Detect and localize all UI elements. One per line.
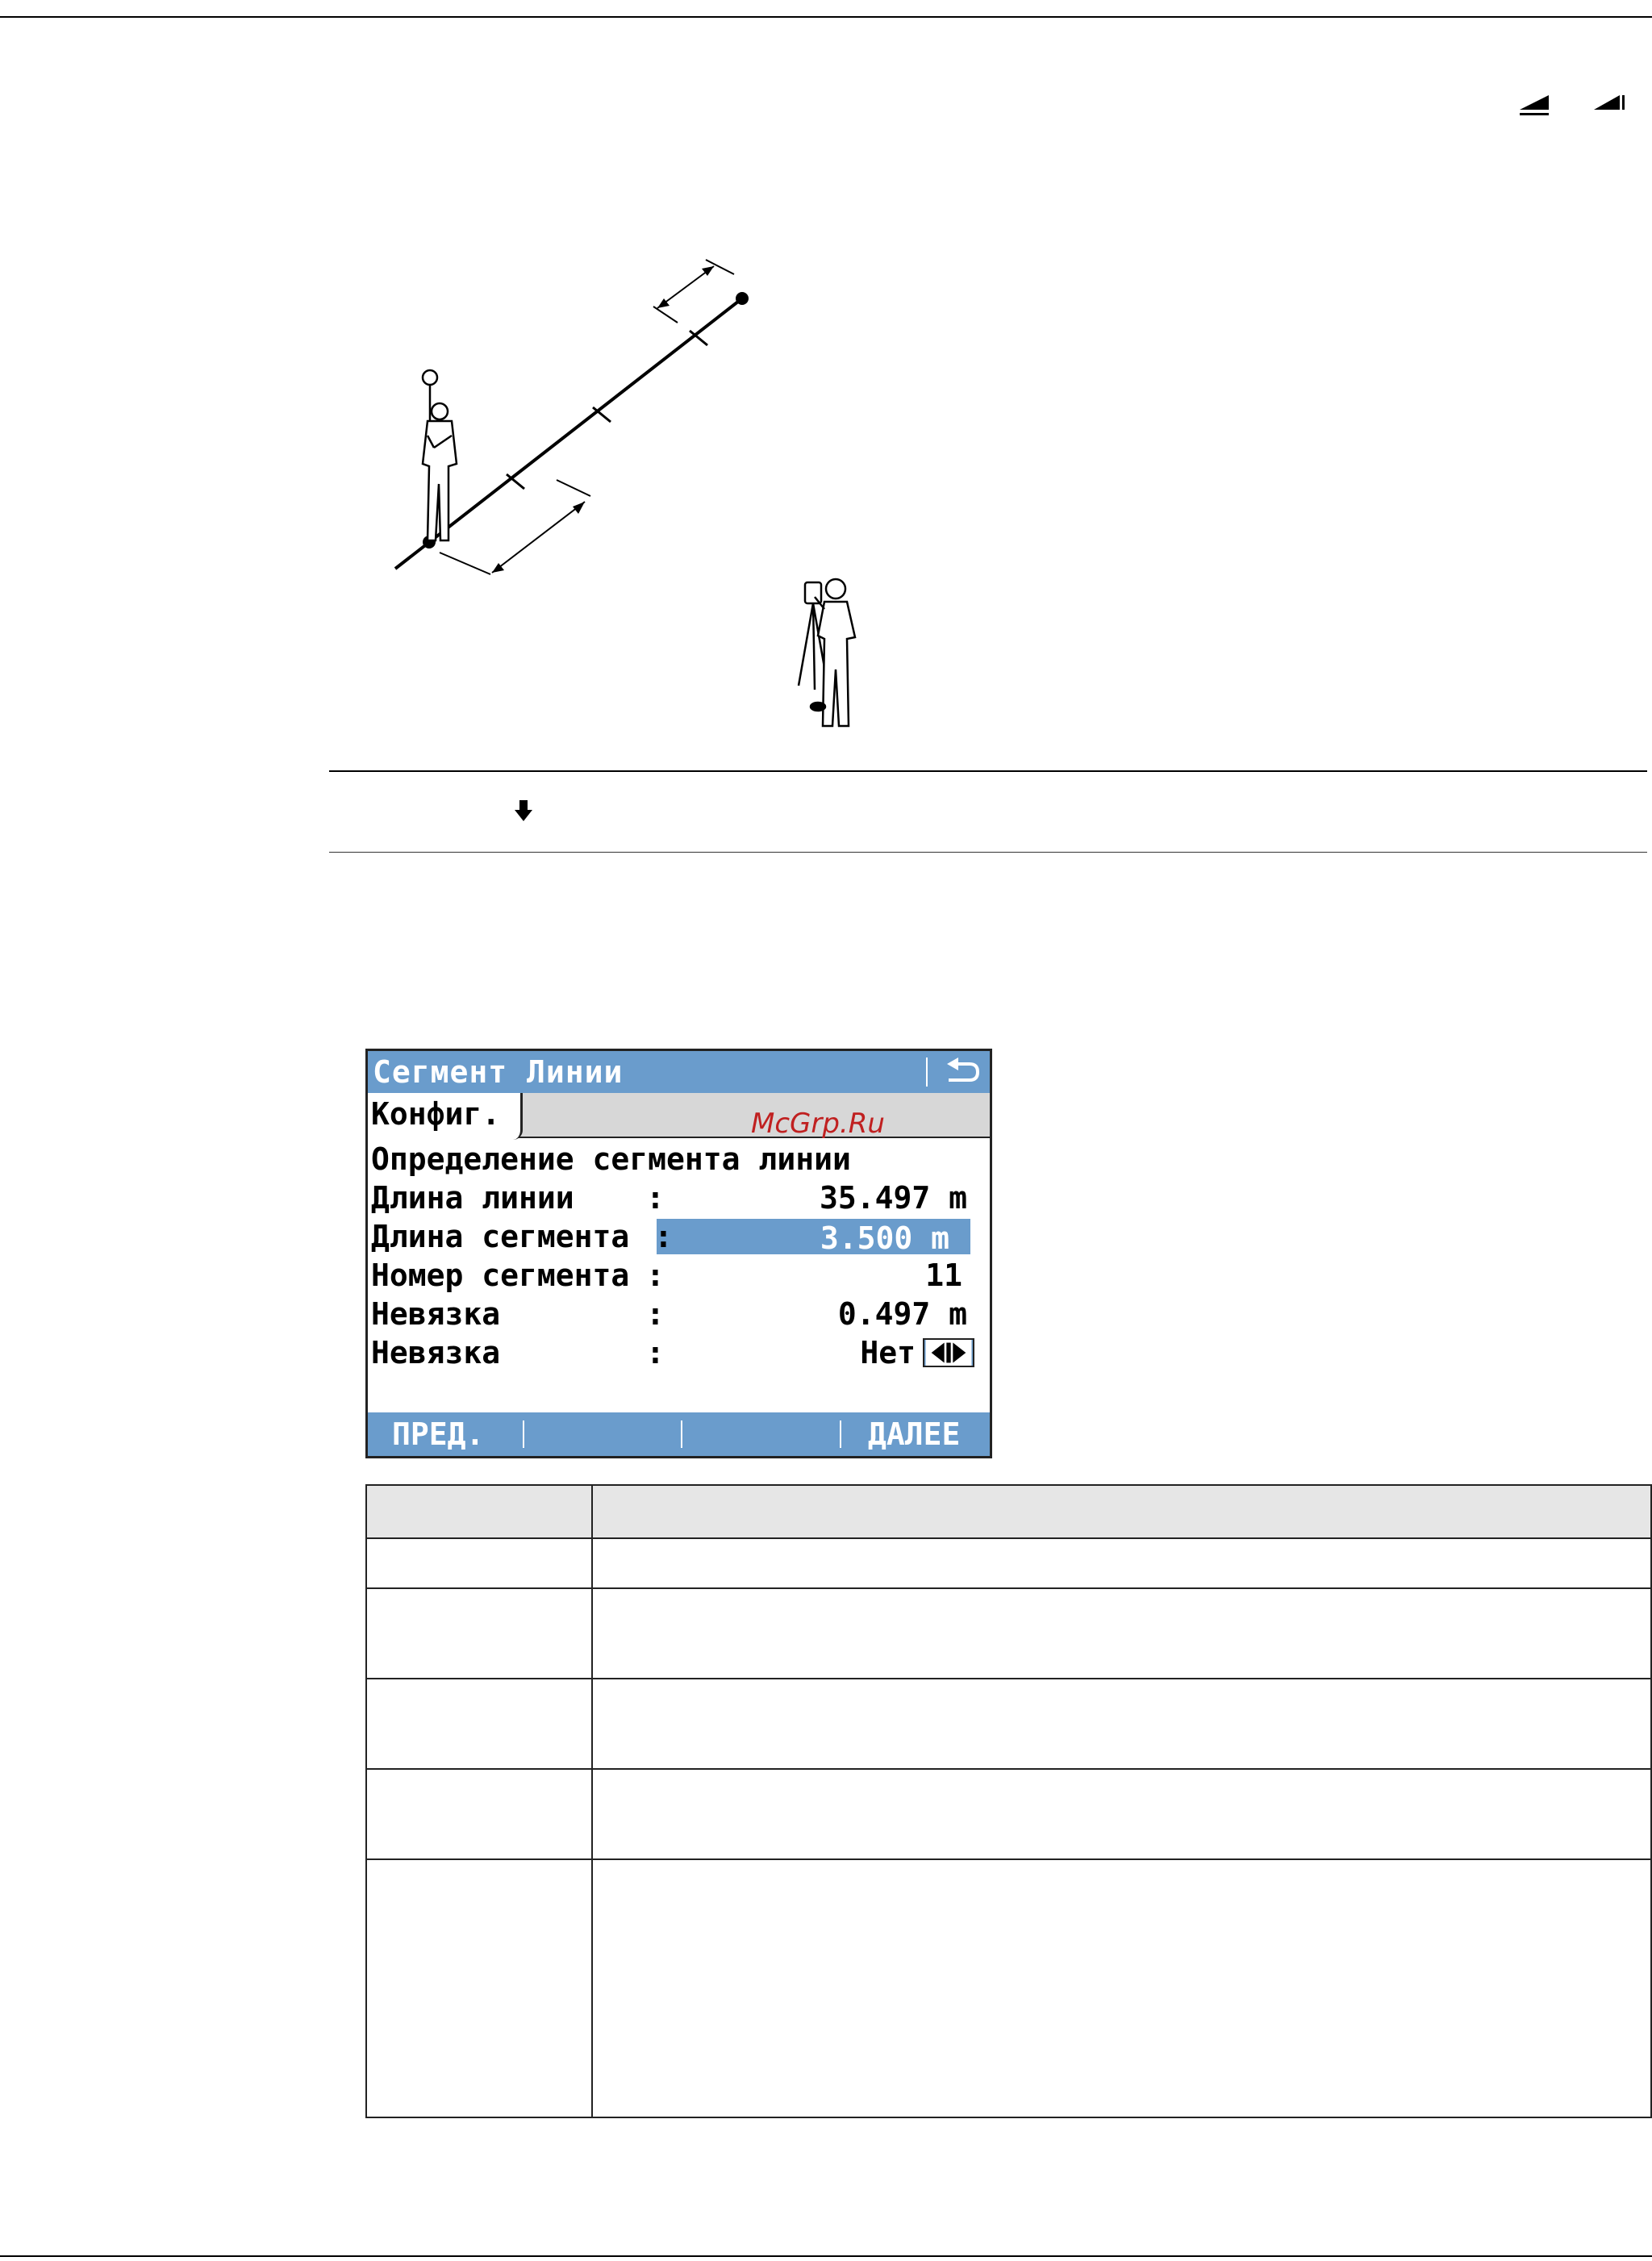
table-row bbox=[366, 1859, 1651, 2117]
screen-title: Сегмент Линии bbox=[373, 1054, 624, 1090]
tab-row bbox=[368, 1093, 990, 1138]
separator-line bbox=[329, 770, 1647, 772]
top-rule bbox=[0, 16, 1652, 18]
back-icon[interactable] bbox=[942, 1056, 981, 1088]
corner-icons bbox=[1516, 89, 1629, 121]
line-length-value: 35.497 m bbox=[819, 1180, 967, 1216]
separator-line bbox=[329, 852, 1647, 853]
stakeout-illustration bbox=[379, 250, 895, 750]
title-divider bbox=[926, 1057, 928, 1087]
row-line-length: Длина линии : 35.497 m bbox=[371, 1180, 967, 1216]
softkey-prev[interactable]: ПРЕД. bbox=[392, 1416, 485, 1452]
toggle-right-icon bbox=[1594, 95, 1625, 110]
watermark: McGrp.Ru bbox=[751, 1108, 885, 1140]
left-right-toggle-icon[interactable] bbox=[923, 1338, 974, 1367]
table-header-row bbox=[366, 1485, 1651, 1538]
table-row bbox=[366, 1588, 1651, 1679]
softkey-next[interactable]: ДАЛЕЕ bbox=[868, 1416, 961, 1452]
screen-titlebar bbox=[368, 1051, 990, 1093]
table-row bbox=[366, 1679, 1651, 1769]
row-segment-length: Длина сегмента 3.500 m : bbox=[368, 1217, 990, 1256]
description-table bbox=[365, 1484, 1652, 2118]
segment-length-field[interactable] bbox=[657, 1219, 970, 1254]
screen-heading: Определение сегмента линии bbox=[371, 1141, 851, 1177]
arrow-down-icon bbox=[513, 799, 534, 823]
row-segment-number: Номер сегмента : 11 bbox=[371, 1258, 962, 1293]
toggle-left-icon bbox=[1520, 95, 1549, 115]
segment-length-value: 3.500 m bbox=[820, 1220, 949, 1256]
misclosure-option-value[interactable]: Нет bbox=[860, 1335, 916, 1370]
misclosure-value: 0.497 m bbox=[837, 1296, 967, 1332]
row-misclosure-option: Невязка : Нет bbox=[368, 1333, 990, 1372]
segment-number-value: 11 bbox=[925, 1258, 962, 1293]
softkey-bar bbox=[368, 1412, 990, 1456]
row-misclosure: Невязка : 0.497 m bbox=[371, 1296, 967, 1332]
table-row bbox=[366, 1538, 1651, 1588]
table-row bbox=[366, 1769, 1651, 1859]
instrument-screen bbox=[365, 1049, 992, 1458]
bottom-rule bbox=[0, 2255, 1652, 2257]
tab-config[interactable]: Конфиг. bbox=[368, 1093, 523, 1140]
